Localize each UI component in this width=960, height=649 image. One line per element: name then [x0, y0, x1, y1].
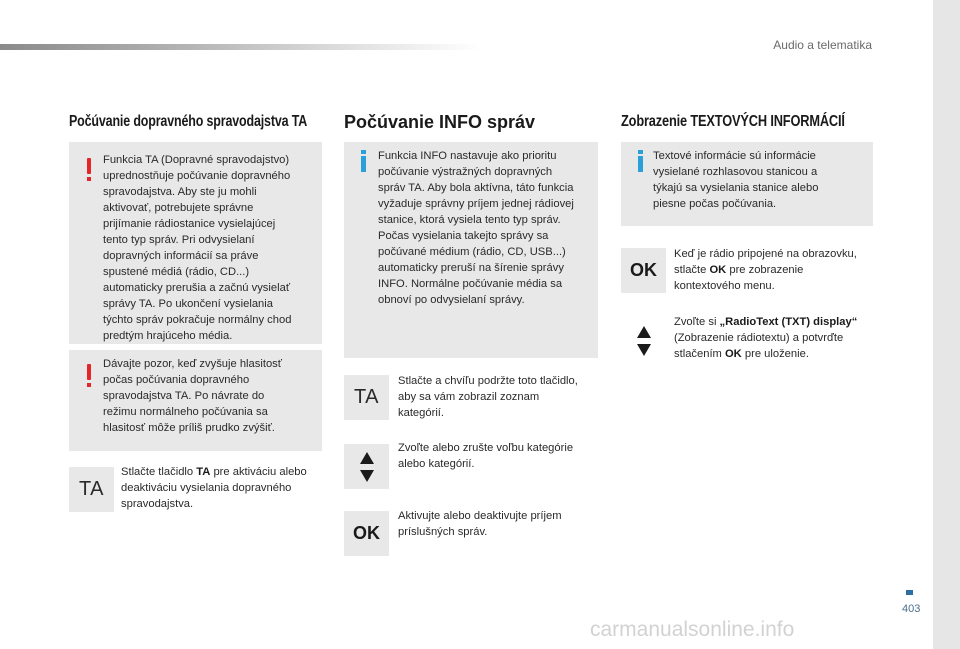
- step-select-category: Zvoľte alebo zrušte voľbu kategórie alebo kategórií.: [398, 442, 574, 470]
- heading-info-messages: Počúvanie INFO správ: [344, 112, 536, 132]
- header-gradient-bar: [0, 44, 480, 50]
- side-strip: [933, 0, 960, 649]
- warning-box-ta-function: [69, 142, 322, 344]
- ok-key-label: OK: [630, 260, 657, 280]
- step-context-menu: Keď je rádio pripojené na obrazovku, stlačte OK pre zobrazenie kontextového menu.: [674, 248, 857, 292]
- info-text-info-function: Funkcia INFO nastavuje ako prioritu počúvanie výstražných dopravných správ TA. Aby bola aktívna, táto funkcia vyžaduje správny príjem jednej rádiovej stanice, ktorá vysiela tento typ správ. Počas vysielania takejto správy sa počúvané médium (rádio, CD, USB...) automaticky preruší na šírenie správy INFO. Normálne počúvanie média sa obnoví po odvysielaní správy.: [378, 150, 574, 306]
- info-box-info-function: [344, 142, 598, 358]
- ta-key-label: TA: [353, 386, 380, 408]
- watermark: carmanualsonline.info: [590, 618, 795, 641]
- ta-button-icon: [69, 467, 114, 512]
- warning-text-ta-function: Funkcia TA (Dopravné spravodajstvo) uprednostňuje počúvanie dopravného spravodajstva. Aby ste ju mohli aktivovať, potrebujete správne prijímanie rádiostanice vysielajúcej tento typ správ. Pri odvysielaní dopravných informácií sa práve spustené médiá (rádio, CD...) automaticky prerušia a začnú vysielať správy TA. Po ukončení vysielania týchto správ pokračuje normálny chod predtým hrajúceho média.: [103, 154, 292, 342]
- info-icon: [637, 150, 645, 172]
- heading-text-info: Zobrazenie TEXTOVÝCH INFORMÁCIÍ: [621, 113, 845, 130]
- warning-box-volume: [69, 350, 322, 451]
- arrow-up-icon: [637, 326, 651, 338]
- ok-key-label: OK: [353, 523, 380, 543]
- info-box-text-info: [621, 142, 873, 226]
- step-radiotext-display: Zvoľte si „RadioText (TXT) display“ (Zobrazenie rádiotextu) a potvrďte stlačením OK pre uloženie.: [674, 316, 858, 360]
- step-ta-toggle: Stlačte tlačidlo TA pre aktiváciu alebo deaktiváciu vysielania dopravného spravodajstva.: [121, 466, 307, 510]
- ok-button-icon: [344, 511, 389, 556]
- arrow-down-icon: [360, 470, 374, 482]
- page-number: 403: [902, 603, 921, 615]
- warning-icon: [85, 364, 93, 390]
- arrow-up-icon: [360, 452, 374, 464]
- heading-traffic-info: Počúvanie dopravného spravodajstva TA: [69, 113, 308, 130]
- page-marker: [906, 590, 913, 595]
- up-down-arrows-icon: [344, 444, 389, 489]
- info-icon: [360, 150, 368, 172]
- step-activate-reception: Aktivujte alebo deaktivujte príjem príslušných správ.: [398, 510, 562, 538]
- warning-icon: [85, 158, 93, 184]
- ta-button-icon: [344, 375, 389, 420]
- arrow-down-icon: [637, 344, 651, 356]
- step-hold-ta: Stlačte a chvíľu podržte toto tlačidlo, aby sa vám zobrazil zoznam kategórií.: [398, 375, 578, 419]
- section-title: Audio a telematika: [773, 38, 872, 52]
- warning-text-volume: Dávajte pozor, keď zvyšuje hlasitosť počas počúvania dopravného spravodajstva TA. Po návrate do režimu normálneho počúvania sa hlasitosť môže príliš prudko zvýšiť.: [103, 358, 282, 434]
- ta-key-label: TA: [78, 478, 105, 500]
- up-down-arrows-icon: [621, 318, 666, 363]
- ok-button-icon: [621, 248, 666, 293]
- info-text-radiotext: Textové informácie sú informácie vysielané rozhlasovou stanicou a týkajú sa vysielania stanice alebo piesne počas počúvania.: [653, 150, 819, 210]
